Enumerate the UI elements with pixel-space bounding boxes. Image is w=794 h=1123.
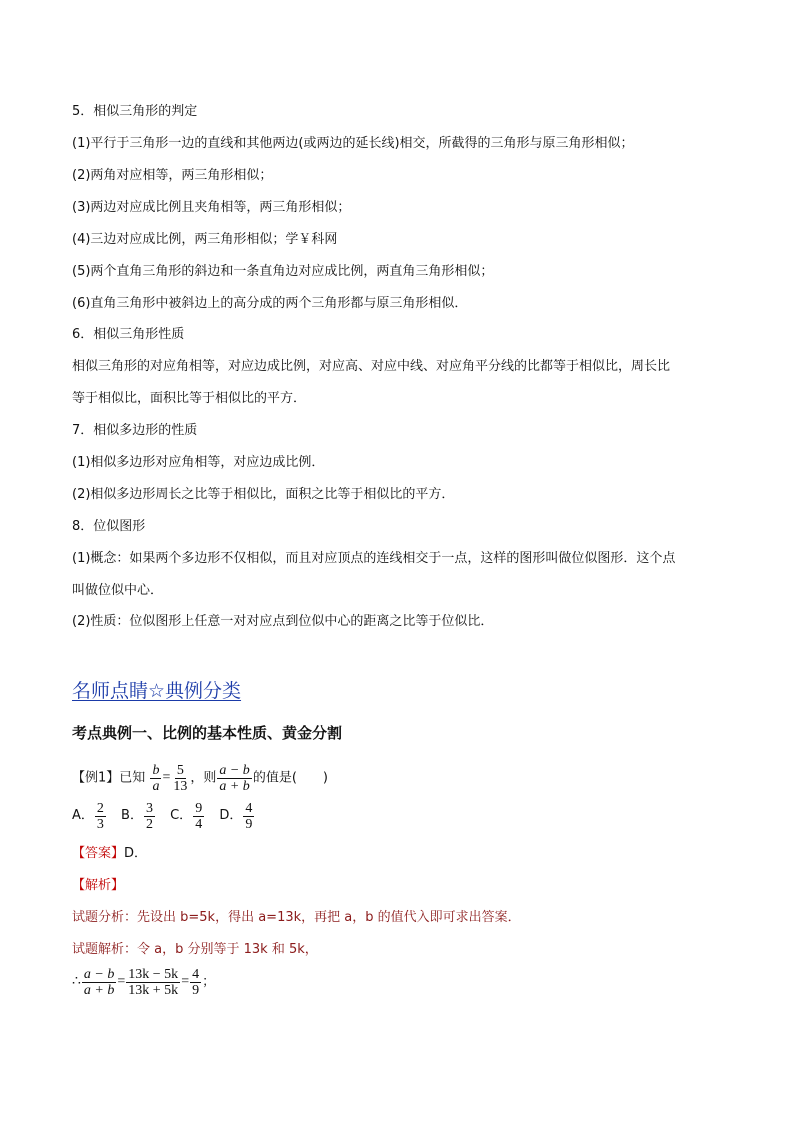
solution-equation: ∴ $\frac{a - b}{a + b}$ = $\frac{13k - 5k}{13k + 5k}$ = $\frac{4}{9}$ ；: [72, 966, 216, 998]
solution-fraction-1: $\frac{a - b}{a + b}$: [83, 966, 115, 998]
heading-similar-triangle-properties: 6．相似三角形性质: [72, 327, 185, 342]
fraction-b-over-a: $\frac{b}{a}$: [152, 762, 160, 794]
option-c: C． $\frac{9}{4}$: [170, 800, 203, 832]
analysis-line-1: 试题分析：先设出 b=5k，得出 a=13k，再把 a，b 的值代入即可求出答案．: [72, 910, 521, 925]
properties-line-1: 相似三角形的对应角相等，对应边成比例，对应高、对应中线、对应角平分线的比都等于相似比，周长比: [72, 359, 671, 374]
fraction-a-minus-b-over-a-plus-b: $\frac{a - b}{a + b}$: [219, 762, 250, 794]
topic-subheading: 考点典例一、比例的基本性质、黄金分割: [72, 724, 343, 742]
solution-fraction-3: $\frac{4}{9}$: [192, 966, 200, 998]
heading-similar-triangle-criteria: 5．相似三角形的判定: [72, 104, 198, 119]
answer-line: [72, 846, 147, 862]
example-tag: 【例1】: [72, 770, 120, 786]
option-d: D． $\frac{4}{9}$: [219, 800, 253, 832]
answer-label: 【答案】: [72, 846, 125, 861]
example-text-3: 的值是( ): [252, 770, 328, 786]
polygon-line-1: (1)相似多边形对应角相等，对应边成比例．: [72, 455, 325, 470]
criteria-line-1: (1)平行于三角形一边的直线和其他两边(或两边的延长线)相交，所截得的三角形与原三角形相似；: [72, 136, 634, 151]
criteria-line-5: (5)两个直角三角形的斜边和一条直角边对应成比例，两直角三角形相似；: [72, 264, 494, 279]
example-text-1: 已知: [119, 770, 146, 786]
answer-value: D．: [124, 846, 148, 861]
criteria-line-3: (3)两边对应成比例且夹角相等，两三角形相似；: [72, 200, 351, 215]
option-a: A． $\frac{2}{3}$: [72, 800, 104, 832]
option-b: B． $\frac{3}{2}$: [121, 800, 153, 832]
answer-options: [72, 798, 265, 834]
analysis-line-2: 试题解析：令 a，b 分别等于 13k 和 5k，: [72, 942, 318, 957]
example-text-2: ，则: [190, 770, 217, 786]
analysis-label: 【解析】: [72, 878, 125, 893]
polygon-line-2: (2)相似多边形周长之比等于相似比，面积之比等于相似比的平方．: [72, 487, 455, 502]
homothetic-concept-line-2: 叫做位似中心．: [72, 583, 164, 598]
solution-fraction-2: $\frac{13k - 5k}{13k + 5k}$: [128, 966, 179, 998]
heading-homothetic-figures: 8．位似图形: [72, 519, 146, 534]
properties-line-2: 等于相似比，面积比等于相似比的平方．: [72, 391, 307, 406]
criteria-line-4: (4)三边对应成比例，两三角形相似；学￥科网: [72, 232, 338, 247]
fraction-5-over-13: $\frac{5}{13}$: [173, 762, 188, 794]
criteria-line-2: (2)两角对应相等，两三角形相似；: [72, 168, 273, 183]
heading-similar-polygon-properties: 7．相似多边形的性质: [72, 423, 198, 438]
homothetic-property-line: (2)性质：位似图形上任意一对对应点到位似中心的距离之比等于位似比．: [72, 614, 494, 629]
section-title: 名师点睛☆典例分类: [72, 680, 242, 702]
criteria-line-6: (6)直角三角形中被斜边上的高分成的两个三角形都与原三角形相似．: [72, 296, 468, 311]
homothetic-concept-line-1: (1)概念：如果两个多边形不仅相似，而且对应顶点的连线相交于一点，这样的图形叫做位似图形．这个点: [72, 551, 676, 566]
example-1-question: 【例1】已知 $\frac{b}{a}$ = $\frac{5}{13}$ ，则 $\frac{a - b}{a + b}$ 的值是( ): [72, 762, 328, 794]
